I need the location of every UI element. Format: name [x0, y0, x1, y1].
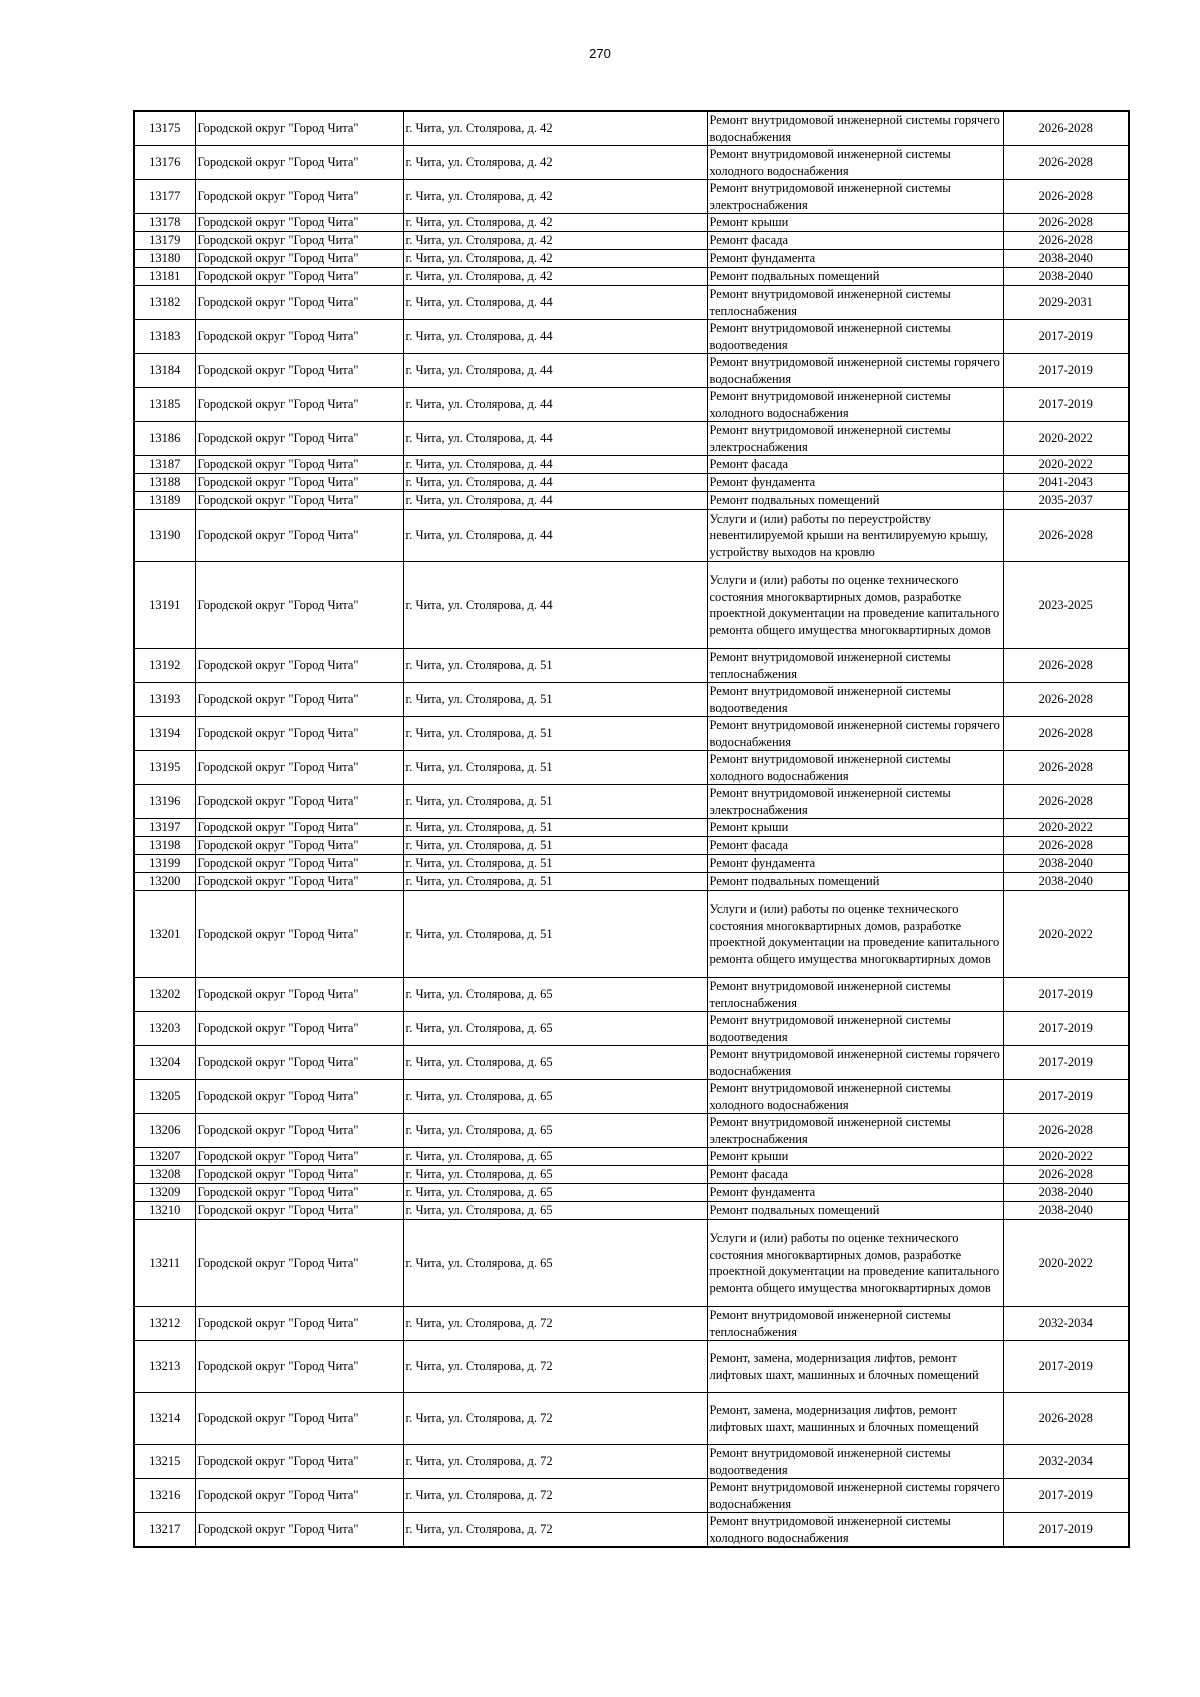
row-number-cell: 13175	[134, 111, 195, 146]
table-row	[134, 1184, 1129, 1202]
period-cell: 2026-2028	[1003, 111, 1129, 146]
municipality-cell: Городской округ "Город Чита"	[195, 180, 403, 214]
work-type-cell: Ремонт внутридомовой инженерной системы холодного водоснабжения	[707, 1080, 1003, 1114]
municipality-cell: Городской округ "Город Чита"	[195, 422, 403, 456]
work-type-cell: Ремонт внутридомовой инженерной системы электроснабжения	[707, 180, 1003, 214]
municipality-cell: Городской округ "Город Чита"	[195, 1184, 403, 1202]
table-row	[134, 562, 1129, 649]
row-number-cell: 13202	[134, 978, 195, 1012]
table-row	[134, 855, 1129, 873]
municipality-cell: Городской округ "Город Чита"	[195, 837, 403, 855]
period-cell: 2017-2019	[1003, 1513, 1129, 1548]
address-cell: г. Чита, ул. Столярова, д. 51	[403, 855, 707, 873]
table-row	[134, 1341, 1129, 1393]
period-cell: 2032-2034	[1003, 1445, 1129, 1479]
page-number: 270	[589, 46, 611, 61]
work-type-cell: Ремонт внутридомовой инженерной системы холодного водоснабжения	[707, 146, 1003, 180]
municipality-cell: Городской округ "Город Чита"	[195, 855, 403, 873]
municipality-cell: Городской округ "Город Чита"	[195, 354, 403, 388]
period-cell: 2038-2040	[1003, 873, 1129, 891]
work-type-cell: Услуги и (или) работы по оценке технического состояния многоквартирных домов, разработке проектной документации на проведение капитального ремонта общего имущества многоквартирных домов	[707, 891, 1003, 978]
period-cell: 2038-2040	[1003, 855, 1129, 873]
work-type-cell: Ремонт внутридомовой инженерной системы электроснабжения	[707, 1114, 1003, 1148]
work-type-cell: Ремонт фундамента	[707, 855, 1003, 873]
work-type-cell: Ремонт, замена, модернизация лифтов, ремонт лифтовых шахт, машинных и блочных помещений	[707, 1341, 1003, 1393]
table-row	[134, 1445, 1129, 1479]
address-cell: г. Чита, ул. Столярова, д. 44	[403, 510, 707, 562]
table-row	[134, 180, 1129, 214]
table-row	[134, 111, 1129, 146]
address-cell: г. Чита, ул. Столярова, д. 44	[403, 492, 707, 510]
municipality-cell: Городской округ "Город Чита"	[195, 649, 403, 683]
municipality-cell: Городской округ "Город Чита"	[195, 1445, 403, 1479]
period-cell: 2026-2028	[1003, 1166, 1129, 1184]
row-number-cell: 13205	[134, 1080, 195, 1114]
address-cell: г. Чита, ул. Столярова, д. 42	[403, 180, 707, 214]
municipality-cell: Городской округ "Город Чита"	[195, 456, 403, 474]
address-cell: г. Чита, ул. Столярова, д. 44	[403, 562, 707, 649]
work-type-cell: Ремонт фундамента	[707, 1184, 1003, 1202]
row-number-cell: 13198	[134, 837, 195, 855]
municipality-cell: Городской округ "Город Чита"	[195, 1393, 403, 1445]
municipality-cell: Городской округ "Город Чита"	[195, 214, 403, 232]
municipality-cell: Городской округ "Город Чита"	[195, 286, 403, 320]
row-number-cell: 13188	[134, 474, 195, 492]
table-row	[134, 1202, 1129, 1220]
row-number-cell: 13208	[134, 1166, 195, 1184]
address-cell: г. Чита, ул. Столярова, д. 51	[403, 873, 707, 891]
table-row	[134, 683, 1129, 717]
table-row	[134, 717, 1129, 751]
row-number-cell: 13212	[134, 1307, 195, 1341]
municipality-cell: Городской округ "Город Чита"	[195, 1341, 403, 1393]
row-number-cell: 13190	[134, 510, 195, 562]
work-type-cell: Ремонт внутридомовой инженерной системы водоотведения	[707, 320, 1003, 354]
address-cell: г. Чита, ул. Столярова, д. 42	[403, 232, 707, 250]
row-number-cell: 13199	[134, 855, 195, 873]
table-row	[134, 1479, 1129, 1513]
table-row	[134, 1148, 1129, 1166]
row-number-cell: 13192	[134, 649, 195, 683]
address-cell: г. Чита, ул. Столярова, д. 42	[403, 250, 707, 268]
period-cell: 2017-2019	[1003, 1046, 1129, 1080]
municipality-cell: Городской округ "Город Чита"	[195, 717, 403, 751]
repair-schedule-table	[133, 110, 1130, 1548]
row-number-cell: 13204	[134, 1046, 195, 1080]
work-type-cell: Ремонт фасада	[707, 837, 1003, 855]
period-cell: 2020-2022	[1003, 456, 1129, 474]
municipality-cell: Городской округ "Город Чита"	[195, 474, 403, 492]
work-type-cell: Ремонт внутридомовой инженерной системы холодного водоснабжения	[707, 1513, 1003, 1548]
address-cell: г. Чита, ул. Столярова, д. 65	[403, 1220, 707, 1307]
address-cell: г. Чита, ул. Столярова, д. 42	[403, 111, 707, 146]
period-cell: 2026-2028	[1003, 232, 1129, 250]
period-cell: 2026-2028	[1003, 1114, 1129, 1148]
period-cell: 2017-2019	[1003, 1479, 1129, 1513]
row-number-cell: 13197	[134, 819, 195, 837]
work-type-cell: Ремонт внутридомовой инженерной системы холодного водоснабжения	[707, 751, 1003, 785]
address-cell: г. Чита, ул. Столярова, д. 65	[403, 1184, 707, 1202]
address-cell: г. Чита, ул. Столярова, д. 51	[403, 819, 707, 837]
table-row	[134, 510, 1129, 562]
row-number-cell: 13210	[134, 1202, 195, 1220]
municipality-cell: Городской округ "Город Чита"	[195, 978, 403, 1012]
period-cell: 2038-2040	[1003, 1184, 1129, 1202]
municipality-cell: Городской округ "Город Чита"	[195, 111, 403, 146]
period-cell: 2023-2025	[1003, 562, 1129, 649]
period-cell: 2032-2034	[1003, 1307, 1129, 1341]
municipality-cell: Городской округ "Город Чита"	[195, 1046, 403, 1080]
work-type-cell: Ремонт фасада	[707, 456, 1003, 474]
period-cell: 2026-2028	[1003, 649, 1129, 683]
row-number-cell: 13203	[134, 1012, 195, 1046]
period-cell: 2026-2028	[1003, 785, 1129, 819]
work-type-cell: Ремонт внутридомовой инженерной системы водоотведения	[707, 683, 1003, 717]
work-type-cell: Ремонт внутридомовой инженерной системы горячего водоснабжения	[707, 1046, 1003, 1080]
municipality-cell: Городской округ "Город Чита"	[195, 388, 403, 422]
table-row	[134, 1114, 1129, 1148]
period-cell: 2017-2019	[1003, 320, 1129, 354]
municipality-cell: Городской округ "Город Чита"	[195, 873, 403, 891]
table-row	[134, 456, 1129, 474]
municipality-cell: Городской округ "Город Чита"	[195, 1307, 403, 1341]
address-cell: г. Чита, ул. Столярова, д. 44	[403, 354, 707, 388]
municipality-cell: Городской округ "Город Чита"	[195, 1148, 403, 1166]
period-cell: 2017-2019	[1003, 388, 1129, 422]
address-cell: г. Чита, ул. Столярова, д. 42	[403, 268, 707, 286]
work-type-cell: Ремонт фасада	[707, 232, 1003, 250]
period-cell: 2017-2019	[1003, 354, 1129, 388]
address-cell: г. Чита, ул. Столярова, д. 51	[403, 837, 707, 855]
table-row	[134, 1513, 1129, 1548]
address-cell: г. Чита, ул. Столярова, д. 44	[403, 474, 707, 492]
address-cell: г. Чита, ул. Столярова, д. 65	[403, 1166, 707, 1184]
municipality-cell: Городской округ "Город Чита"	[195, 1220, 403, 1307]
period-cell: 2020-2022	[1003, 891, 1129, 978]
work-type-cell: Ремонт внутридомовой инженерной системы водоотведения	[707, 1445, 1003, 1479]
period-cell: 2017-2019	[1003, 1080, 1129, 1114]
table-row	[134, 250, 1129, 268]
row-number-cell: 13182	[134, 286, 195, 320]
row-number-cell: 13215	[134, 1445, 195, 1479]
table-row	[134, 232, 1129, 250]
work-type-cell: Услуги и (или) работы по оценке технического состояния многоквартирных домов, разработке проектной документации на проведение капитального ремонта общего имущества многоквартирных домов	[707, 562, 1003, 649]
row-number-cell: 13209	[134, 1184, 195, 1202]
municipality-cell: Городской округ "Город Чита"	[195, 1513, 403, 1548]
row-number-cell: 13195	[134, 751, 195, 785]
row-number-cell: 13177	[134, 180, 195, 214]
table-row	[134, 1012, 1129, 1046]
row-number-cell: 13180	[134, 250, 195, 268]
period-cell: 2020-2022	[1003, 1220, 1129, 1307]
municipality-cell: Городской округ "Город Чита"	[195, 891, 403, 978]
municipality-cell: Городской округ "Город Чита"	[195, 510, 403, 562]
municipality-cell: Городской округ "Город Чита"	[195, 785, 403, 819]
period-cell: 2038-2040	[1003, 1202, 1129, 1220]
work-type-cell: Ремонт внутридомовой инженерной системы горячего водоснабжения	[707, 717, 1003, 751]
table-row	[134, 891, 1129, 978]
work-type-cell: Ремонт внутридомовой инженерной системы горячего водоснабжения	[707, 111, 1003, 146]
address-cell: г. Чита, ул. Столярова, д. 72	[403, 1393, 707, 1445]
row-number-cell: 13217	[134, 1513, 195, 1548]
row-number-cell: 13200	[134, 873, 195, 891]
address-cell: г. Чита, ул. Столярова, д. 65	[403, 1046, 707, 1080]
period-cell: 2026-2028	[1003, 1393, 1129, 1445]
table-row	[134, 286, 1129, 320]
period-cell: 2017-2019	[1003, 978, 1129, 1012]
work-type-cell: Ремонт крыши	[707, 819, 1003, 837]
address-cell: г. Чита, ул. Столярова, д. 42	[403, 214, 707, 232]
municipality-cell: Городской округ "Город Чита"	[195, 232, 403, 250]
row-number-cell: 13187	[134, 456, 195, 474]
work-type-cell: Услуги и (или) работы по переустройству невентилируемой крыши на вентилируемую крышу, устройству выходов на кровлю	[707, 510, 1003, 562]
work-type-cell: Ремонт внутридомовой инженерной системы горячего водоснабжения	[707, 354, 1003, 388]
address-cell: г. Чита, ул. Столярова, д. 72	[403, 1479, 707, 1513]
period-cell: 2026-2028	[1003, 751, 1129, 785]
period-cell: 2026-2028	[1003, 214, 1129, 232]
work-type-cell: Ремонт внутридомовой инженерной системы электроснабжения	[707, 422, 1003, 456]
period-cell: 2035-2037	[1003, 492, 1129, 510]
address-cell: г. Чита, ул. Столярова, д. 65	[403, 1080, 707, 1114]
address-cell: г. Чита, ул. Столярова, д. 72	[403, 1307, 707, 1341]
municipality-cell: Городской округ "Город Чита"	[195, 250, 403, 268]
work-type-cell: Ремонт подвальных помещений	[707, 873, 1003, 891]
work-type-cell: Услуги и (или) работы по оценке технического состояния многоквартирных домов, разработке проектной документации на проведение капитального ремонта общего имущества многоквартирных домов	[707, 1220, 1003, 1307]
table-row	[134, 214, 1129, 232]
period-cell: 2020-2022	[1003, 422, 1129, 456]
address-cell: г. Чита, ул. Столярова, д. 65	[403, 1114, 707, 1148]
table-row	[134, 1393, 1129, 1445]
municipality-cell: Городской округ "Город Чита"	[195, 320, 403, 354]
address-cell: г. Чита, ул. Столярова, д. 72	[403, 1341, 707, 1393]
period-cell: 2017-2019	[1003, 1012, 1129, 1046]
address-cell: г. Чита, ул. Столярова, д. 65	[403, 1148, 707, 1166]
municipality-cell: Городской округ "Город Чита"	[195, 1202, 403, 1220]
table-row	[134, 1046, 1129, 1080]
work-type-cell: Ремонт внутридомовой инженерной системы горячего водоснабжения	[707, 1479, 1003, 1513]
address-cell: г. Чита, ул. Столярова, д. 44	[403, 320, 707, 354]
table-row	[134, 320, 1129, 354]
municipality-cell: Городской округ "Город Чита"	[195, 683, 403, 717]
table-row	[134, 1166, 1129, 1184]
work-type-cell: Ремонт внутридомовой инженерной системы электроснабжения	[707, 785, 1003, 819]
row-number-cell: 13214	[134, 1393, 195, 1445]
table-row	[134, 785, 1129, 819]
work-type-cell: Ремонт подвальных помещений	[707, 268, 1003, 286]
period-cell: 2026-2028	[1003, 717, 1129, 751]
row-number-cell: 13201	[134, 891, 195, 978]
address-cell: г. Чита, ул. Столярова, д. 51	[403, 683, 707, 717]
table-row	[134, 837, 1129, 855]
address-cell: г. Чита, ул. Столярова, д. 72	[403, 1445, 707, 1479]
work-type-cell: Ремонт фундамента	[707, 474, 1003, 492]
address-cell: г. Чита, ул. Столярова, д. 51	[403, 649, 707, 683]
period-cell: 2026-2028	[1003, 683, 1129, 717]
row-number-cell: 13213	[134, 1341, 195, 1393]
municipality-cell: Городской округ "Город Чита"	[195, 1166, 403, 1184]
table-row	[134, 819, 1129, 837]
table-row	[134, 268, 1129, 286]
row-number-cell: 13183	[134, 320, 195, 354]
row-number-cell: 13176	[134, 146, 195, 180]
address-cell: г. Чита, ул. Столярова, д. 72	[403, 1513, 707, 1548]
row-number-cell: 13193	[134, 683, 195, 717]
table-row	[134, 388, 1129, 422]
address-cell: г. Чита, ул. Столярова, д. 51	[403, 751, 707, 785]
table-row	[134, 474, 1129, 492]
municipality-cell: Городской округ "Город Чита"	[195, 562, 403, 649]
address-cell: г. Чита, ул. Столярова, д. 44	[403, 388, 707, 422]
period-cell: 2026-2028	[1003, 180, 1129, 214]
work-type-cell: Ремонт внутридомовой инженерной системы теплоснабжения	[707, 1307, 1003, 1341]
municipality-cell: Городской округ "Город Чита"	[195, 751, 403, 785]
municipality-cell: Городской округ "Город Чита"	[195, 1479, 403, 1513]
table-row	[134, 1080, 1129, 1114]
period-cell: 2029-2031	[1003, 286, 1129, 320]
work-type-cell: Ремонт фасада	[707, 1166, 1003, 1184]
row-number-cell: 13206	[134, 1114, 195, 1148]
row-number-cell: 13181	[134, 268, 195, 286]
work-type-cell: Ремонт подвальных помещений	[707, 1202, 1003, 1220]
work-type-cell: Ремонт крыши	[707, 214, 1003, 232]
row-number-cell: 13186	[134, 422, 195, 456]
work-type-cell: Ремонт внутридомовой инженерной системы теплоснабжения	[707, 649, 1003, 683]
period-cell: 2041-2043	[1003, 474, 1129, 492]
table-row	[134, 873, 1129, 891]
work-type-cell: Ремонт крыши	[707, 1148, 1003, 1166]
municipality-cell: Городской округ "Город Чита"	[195, 1080, 403, 1114]
work-type-cell: Ремонт внутридомовой инженерной системы теплоснабжения	[707, 978, 1003, 1012]
row-number-cell: 13194	[134, 717, 195, 751]
address-cell: г. Чита, ул. Столярова, д. 44	[403, 456, 707, 474]
address-cell: г. Чита, ул. Столярова, д. 44	[403, 286, 707, 320]
table-row	[134, 1220, 1129, 1307]
row-number-cell: 13196	[134, 785, 195, 819]
row-number-cell: 13179	[134, 232, 195, 250]
municipality-cell: Городской округ "Город Чита"	[195, 146, 403, 180]
period-cell: 2017-2019	[1003, 1341, 1129, 1393]
municipality-cell: Городской округ "Город Чита"	[195, 492, 403, 510]
period-cell: 2020-2022	[1003, 819, 1129, 837]
municipality-cell: Городской округ "Город Чита"	[195, 1114, 403, 1148]
table-row	[134, 492, 1129, 510]
address-cell: г. Чита, ул. Столярова, д. 65	[403, 1202, 707, 1220]
row-number-cell: 13184	[134, 354, 195, 388]
work-type-cell: Ремонт, замена, модернизация лифтов, ремонт лифтовых шахт, машинных и блочных помещений	[707, 1393, 1003, 1445]
row-number-cell: 13216	[134, 1479, 195, 1513]
table-row	[134, 978, 1129, 1012]
address-cell: г. Чита, ул. Столярова, д. 42	[403, 146, 707, 180]
period-cell: 2026-2028	[1003, 837, 1129, 855]
address-cell: г. Чита, ул. Столярова, д. 44	[403, 422, 707, 456]
work-type-cell: Ремонт внутридомовой инженерной системы водоотведения	[707, 1012, 1003, 1046]
table-row	[134, 354, 1129, 388]
period-cell: 2020-2022	[1003, 1148, 1129, 1166]
address-cell: г. Чита, ул. Столярова, д. 51	[403, 891, 707, 978]
table-row	[134, 422, 1129, 456]
work-type-cell: Ремонт подвальных помещений	[707, 492, 1003, 510]
municipality-cell: Городской округ "Город Чита"	[195, 1012, 403, 1046]
row-number-cell: 13185	[134, 388, 195, 422]
row-number-cell: 13189	[134, 492, 195, 510]
address-cell: г. Чита, ул. Столярова, д. 65	[403, 1012, 707, 1046]
table-row	[134, 649, 1129, 683]
work-type-cell: Ремонт внутридомовой инженерной системы теплоснабжения	[707, 286, 1003, 320]
row-number-cell: 13211	[134, 1220, 195, 1307]
municipality-cell: Городской округ "Город Чита"	[195, 819, 403, 837]
address-cell: г. Чита, ул. Столярова, д. 51	[403, 717, 707, 751]
work-type-cell: Ремонт внутридомовой инженерной системы холодного водоснабжения	[707, 388, 1003, 422]
table-row	[134, 751, 1129, 785]
row-number-cell: 13178	[134, 214, 195, 232]
table-row	[134, 146, 1129, 180]
work-type-cell: Ремонт фундамента	[707, 250, 1003, 268]
table-body	[134, 111, 1129, 1547]
table-row	[134, 1307, 1129, 1341]
municipality-cell: Городской округ "Город Чита"	[195, 268, 403, 286]
row-number-cell: 13207	[134, 1148, 195, 1166]
address-cell: г. Чита, ул. Столярова, д. 51	[403, 785, 707, 819]
address-cell: г. Чита, ул. Столярова, д. 65	[403, 978, 707, 1012]
period-cell: 2026-2028	[1003, 146, 1129, 180]
row-number-cell: 13191	[134, 562, 195, 649]
period-cell: 2038-2040	[1003, 250, 1129, 268]
period-cell: 2026-2028	[1003, 510, 1129, 562]
period-cell: 2038-2040	[1003, 268, 1129, 286]
